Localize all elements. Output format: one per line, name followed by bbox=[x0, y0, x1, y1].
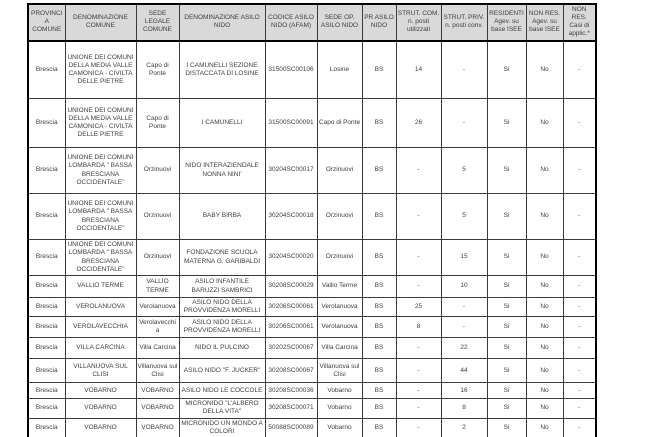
cell-pr_asilo: BS bbox=[362, 418, 396, 437]
cell-pr_asilo: BS bbox=[362, 317, 396, 338]
cell-denominazione_comune: VALLIO TERME bbox=[65, 276, 136, 298]
cell-strut_priv_posti: - bbox=[441, 298, 487, 317]
cell-non_res_casi_applic: - bbox=[563, 418, 596, 437]
cell-strut_com_posti: 26 bbox=[396, 99, 441, 148]
cell-sede_legale_comune: Villanuova sul Clisi bbox=[136, 359, 179, 383]
cell-codice_asilo: 30208SC00036 bbox=[265, 383, 317, 399]
cell-strut_priv_posti: 8 bbox=[441, 399, 487, 418]
cell-provincia_comune: Brescia bbox=[28, 359, 65, 383]
column-header-sede_op_asilo: SEDE OP. ASILO NIDO bbox=[317, 4, 362, 41]
cell-strut_com_posti: - bbox=[396, 359, 441, 383]
cell-sede_op_asilo: Vobarno bbox=[317, 399, 362, 418]
cell-denominazione_comune: VEROLANUOVA bbox=[65, 298, 136, 317]
cell-residenti_agev_isee: Si bbox=[487, 359, 526, 383]
cell-denominazione_comune: VOBARNO bbox=[65, 399, 136, 418]
column-header-denominazione_comune: DENOMINAZIONE COMUNE bbox=[65, 4, 136, 41]
cell-residenti_agev_isee: Si bbox=[487, 194, 526, 240]
cell-non_res_casi_applic: - bbox=[563, 383, 596, 399]
table-header-row bbox=[28, 4, 596, 41]
cell-non_res_agev_isee: No bbox=[526, 240, 563, 276]
cell-strut_priv_posti: - bbox=[441, 99, 487, 148]
column-header-provincia_comune: PROVINCIA COMUNE bbox=[28, 4, 65, 41]
cell-non_res_casi_applic: - bbox=[563, 148, 596, 194]
cell-denominazione_comune: UNIONE DEI COMUNI DELLA MEDIA VALLE CAMONICA - CIVILTA DELLE PIETRE bbox=[65, 99, 136, 148]
cell-non_res_agev_isee: No bbox=[526, 148, 563, 194]
cell-non_res_casi_applic: - bbox=[563, 276, 596, 298]
cell-residenti_agev_isee: Si bbox=[487, 317, 526, 338]
cell-strut_priv_posti: 5 bbox=[441, 148, 487, 194]
cell-provincia_comune: Brescia bbox=[28, 194, 65, 240]
cell-strut_com_posti: 14 bbox=[396, 41, 441, 99]
cell-sede_op_asilo: Orzinuovi bbox=[317, 240, 362, 276]
table-row bbox=[28, 383, 596, 399]
cell-sede_op_asilo: Villanuova sul Clisi bbox=[317, 359, 362, 383]
cell-non_res_agev_isee: No bbox=[526, 338, 563, 359]
cell-provincia_comune: Brescia bbox=[28, 418, 65, 437]
cell-non_res_agev_isee: No bbox=[526, 298, 563, 317]
cell-strut_priv_posti: 15 bbox=[441, 240, 487, 276]
cell-denominazione_asilo: BABY BIRBA bbox=[179, 194, 265, 240]
cell-pr_asilo: BS bbox=[362, 383, 396, 399]
cell-codice_asilo: 30204SC00017 bbox=[265, 148, 317, 194]
table-body bbox=[28, 41, 596, 437]
cell-non_res_agev_isee: No bbox=[526, 41, 563, 99]
cell-denominazione_asilo: ASILO NIDO DELLA PROVVIDENZA MORELLI bbox=[179, 298, 265, 317]
cell-codice_asilo: 30202SC00067 bbox=[265, 338, 317, 359]
cell-residenti_agev_isee: Si bbox=[487, 41, 526, 99]
cell-sede_op_asilo: Vallio Terme bbox=[317, 276, 362, 298]
table-row bbox=[28, 359, 596, 383]
cell-non_res_agev_isee: No bbox=[526, 418, 563, 437]
cell-codice_asilo: 30206SC00061 bbox=[265, 298, 317, 317]
cell-denominazione_asilo: I CAMUNELLI bbox=[179, 99, 265, 148]
cell-sede_legale_comune: Capo di Ponte bbox=[136, 41, 179, 99]
cell-provincia_comune: Brescia bbox=[28, 240, 65, 276]
cell-denominazione_comune: VEROLAVECCHIA bbox=[65, 317, 136, 338]
cell-pr_asilo: BS bbox=[362, 99, 396, 148]
cell-denominazione_asilo: MICRONIDO "L'ALBERO DELLA VITA" bbox=[179, 399, 265, 418]
cell-sede_op_asilo: Orzinuovi bbox=[317, 194, 362, 240]
cell-denominazione_asilo: NIDO IL PULCINO bbox=[179, 338, 265, 359]
cell-residenti_agev_isee: Si bbox=[487, 240, 526, 276]
cell-codice_asilo: 50088SC00089 bbox=[265, 418, 317, 437]
table-row bbox=[28, 41, 596, 99]
column-header-sede_legale_comune: SEDE LEGALE COMUNE bbox=[136, 4, 179, 41]
cell-non_res_casi_applic: - bbox=[563, 399, 596, 418]
column-header-pr_asilo: PR ASILO NIDO bbox=[362, 4, 396, 41]
cell-denominazione_comune: VOBARNO bbox=[65, 383, 136, 399]
cell-non_res_casi_applic: - bbox=[563, 317, 596, 338]
cell-denominazione_asilo: FONDAZIONE SCUOLA MATERNA G. GARIBALDI bbox=[179, 240, 265, 276]
column-header-residenti_agev_isee: RESIDENTI Agev. su base ISEE bbox=[487, 4, 526, 41]
cell-strut_priv_posti: 2 bbox=[441, 418, 487, 437]
cell-strut_com_posti: - bbox=[396, 418, 441, 437]
cell-provincia_comune: Brescia bbox=[28, 399, 65, 418]
cell-denominazione_asilo: ASILO INFANTILE BARUZZI SAMBRICI bbox=[179, 276, 265, 298]
cell-strut_com_posti: - bbox=[396, 194, 441, 240]
column-header-codice_asilo: CODICE ASILO NIDO (AFAM) bbox=[265, 4, 317, 41]
cell-strut_com_posti: - bbox=[396, 276, 441, 298]
cell-codice_asilo: 30208SC00067 bbox=[265, 359, 317, 383]
cell-provincia_comune: Brescia bbox=[28, 383, 65, 399]
cell-strut_com_posti: - bbox=[396, 338, 441, 359]
table-row bbox=[28, 194, 596, 240]
cell-strut_com_posti: 8 bbox=[396, 317, 441, 338]
cell-sede_legale_comune: Verolanuova bbox=[136, 298, 179, 317]
cell-strut_priv_posti: 22 bbox=[441, 338, 487, 359]
cell-strut_com_posti: - bbox=[396, 383, 441, 399]
cell-non_res_agev_isee: No bbox=[526, 276, 563, 298]
cell-codice_asilo: 31500SC00091 bbox=[265, 99, 317, 148]
cell-non_res_agev_isee: No bbox=[526, 359, 563, 383]
cell-codice_asilo: 30208SC00029 bbox=[265, 276, 317, 298]
cell-pr_asilo: BS bbox=[362, 148, 396, 194]
cell-provincia_comune: Brescia bbox=[28, 99, 65, 148]
cell-pr_asilo: BS bbox=[362, 194, 396, 240]
cell-pr_asilo: BS bbox=[362, 240, 396, 276]
column-header-non_res_agev_isee: NON RES. Agev. su base ISEE bbox=[526, 4, 563, 41]
cell-denominazione_asilo: ASILO NIDO DELLA PROVVIDENZA MORELLI bbox=[179, 317, 265, 338]
cell-sede_op_asilo: Villa Carcina bbox=[317, 338, 362, 359]
cell-codice_asilo: 30204SC00018 bbox=[265, 194, 317, 240]
cell-denominazione_asilo: ASILO NIDO LE COCCOLE bbox=[179, 383, 265, 399]
cell-sede_op_asilo: Orzinuovi bbox=[317, 148, 362, 194]
cell-denominazione_asilo: ASILO NIDO "F. JUCKER" bbox=[179, 359, 265, 383]
column-header-non_res_casi_applic: NON RES. Casi di applic.* bbox=[563, 4, 596, 41]
cell-sede_legale_comune: VOBARNO bbox=[136, 418, 179, 437]
cell-strut_com_posti: 25 bbox=[396, 298, 441, 317]
cell-strut_com_posti: - bbox=[396, 399, 441, 418]
cell-denominazione_comune: VOBARNO bbox=[65, 418, 136, 437]
cell-denominazione_asilo: NIDO INTERAZIENDALE NONNA NINI' bbox=[179, 148, 265, 194]
cell-strut_priv_posti: - bbox=[441, 41, 487, 99]
cell-non_res_agev_isee: No bbox=[526, 194, 563, 240]
cell-pr_asilo: BS bbox=[362, 359, 396, 383]
cell-non_res_agev_isee: No bbox=[526, 317, 563, 338]
cell-sede_op_asilo: Losine bbox=[317, 41, 362, 99]
cell-sede_op_asilo: Verolanuova bbox=[317, 298, 362, 317]
cell-provincia_comune: Brescia bbox=[28, 298, 65, 317]
table-row bbox=[28, 276, 596, 298]
table-row bbox=[28, 338, 596, 359]
cell-codice_asilo: 30208SC00071 bbox=[265, 399, 317, 418]
table-row bbox=[28, 399, 596, 418]
cell-sede_legale_comune: Verolavecchia bbox=[136, 317, 179, 338]
cell-residenti_agev_isee: Si bbox=[487, 418, 526, 437]
table-row bbox=[28, 298, 596, 317]
table-header bbox=[28, 4, 596, 41]
cell-strut_priv_posti: 5 bbox=[441, 194, 487, 240]
cell-residenti_agev_isee: Si bbox=[487, 276, 526, 298]
cell-provincia_comune: Brescia bbox=[28, 276, 65, 298]
cell-strut_priv_posti: 16 bbox=[441, 383, 487, 399]
cell-strut_priv_posti: 10 bbox=[441, 276, 487, 298]
cell-denominazione_comune: UNIONE DEI COMUNI LOMBARDA " BASSA BRESCIANA OCCIDENTALE" bbox=[65, 148, 136, 194]
asili-nido-table bbox=[27, 3, 597, 437]
cell-sede_op_asilo: Verolanuova bbox=[317, 317, 362, 338]
cell-strut_priv_posti: 44 bbox=[441, 359, 487, 383]
table-row bbox=[28, 99, 596, 148]
cell-pr_asilo: BS bbox=[362, 298, 396, 317]
cell-denominazione_asilo: MICRONIDO UN MONDO A COLORI bbox=[179, 418, 265, 437]
cell-residenti_agev_isee: Si bbox=[487, 148, 526, 194]
cell-sede_op_asilo: Vobarno bbox=[317, 383, 362, 399]
cell-non_res_casi_applic: - bbox=[563, 240, 596, 276]
cell-non_res_agev_isee: No bbox=[526, 399, 563, 418]
cell-provincia_comune: Brescia bbox=[28, 41, 65, 99]
cell-sede_legale_comune: Villa Carcina bbox=[136, 338, 179, 359]
cell-pr_asilo: BS bbox=[362, 41, 396, 99]
cell-non_res_agev_isee: No bbox=[526, 99, 563, 148]
column-header-denominazione_asilo: DENOMINAZIONE ASILO NIDO bbox=[179, 4, 265, 41]
cell-denominazione_comune: VILLA CARCINA bbox=[65, 338, 136, 359]
cell-non_res_casi_applic: - bbox=[563, 194, 596, 240]
cell-non_res_agev_isee: No bbox=[526, 383, 563, 399]
table-row bbox=[28, 240, 596, 276]
cell-provincia_comune: Brescia bbox=[28, 317, 65, 338]
cell-denominazione_comune: UNIONE DEI COMUNI DELLA MEDIA VALLE CAMONICA - CIVILTA DELLE PIETRE bbox=[65, 41, 136, 99]
cell-sede_legale_comune: Orzinuovi bbox=[136, 148, 179, 194]
cell-non_res_casi_applic: - bbox=[563, 41, 596, 99]
cell-codice_asilo: 30204SC00020 bbox=[265, 240, 317, 276]
cell-denominazione_comune: UNIONE DEI COMUNI LOMBARDA " BASSA BRESCIANA OCCIDENTALE" bbox=[65, 240, 136, 276]
column-header-strut_com_posti: STRUT. COM. n. posti utilizzati bbox=[396, 4, 441, 41]
cell-non_res_casi_applic: - bbox=[563, 99, 596, 148]
table-row bbox=[28, 418, 596, 437]
cell-provincia_comune: Brescia bbox=[28, 338, 65, 359]
cell-residenti_agev_isee: Si bbox=[487, 338, 526, 359]
cell-strut_priv_posti: - bbox=[441, 317, 487, 338]
cell-residenti_agev_isee: Si bbox=[487, 399, 526, 418]
cell-sede_legale_comune: Capo di Ponte bbox=[136, 99, 179, 148]
cell-sede_legale_comune: VALLIO TERME bbox=[136, 276, 179, 298]
cell-pr_asilo: BS bbox=[362, 276, 396, 298]
cell-sede_legale_comune: Orzinuovi bbox=[136, 194, 179, 240]
cell-non_res_casi_applic: - bbox=[563, 298, 596, 317]
cell-denominazione_comune: VILLANUOVA SUL CLISI bbox=[65, 359, 136, 383]
cell-sede_legale_comune: VOBARNO bbox=[136, 383, 179, 399]
cell-sede_legale_comune: Orzinuovi bbox=[136, 240, 179, 276]
cell-codice_asilo: 31500SC00106 bbox=[265, 41, 317, 99]
cell-provincia_comune: Brescia bbox=[28, 148, 65, 194]
cell-non_res_casi_applic: - bbox=[563, 359, 596, 383]
table-row bbox=[28, 317, 596, 338]
cell-strut_com_posti: - bbox=[396, 240, 441, 276]
cell-pr_asilo: BS bbox=[362, 338, 396, 359]
table-row bbox=[28, 148, 596, 194]
cell-strut_com_posti: - bbox=[396, 148, 441, 194]
cell-denominazione_comune: UNIONE DEI COMUNI LOMBARDA " BASSA BRESCIANA OCCIDENTALE" bbox=[65, 194, 136, 240]
cell-residenti_agev_isee: Si bbox=[487, 99, 526, 148]
cell-non_res_casi_applic: - bbox=[563, 338, 596, 359]
cell-residenti_agev_isee: Si bbox=[487, 383, 526, 399]
cell-sede_legale_comune: VOBARNO bbox=[136, 399, 179, 418]
cell-sede_op_asilo: Vobarno bbox=[317, 418, 362, 437]
cell-residenti_agev_isee: Si bbox=[487, 298, 526, 317]
column-header-strut_priv_posti: STRUT. PRIV. n. posti conv. bbox=[441, 4, 487, 41]
cell-pr_asilo: BS bbox=[362, 399, 396, 418]
cell-sede_op_asilo: Capo di Ponte bbox=[317, 99, 362, 148]
cell-denominazione_asilo: I CAMUNELLI SEZIONE DISTACCATA DI LOSINE bbox=[179, 41, 265, 99]
cell-codice_asilo: 30206SC00061 bbox=[265, 317, 317, 338]
